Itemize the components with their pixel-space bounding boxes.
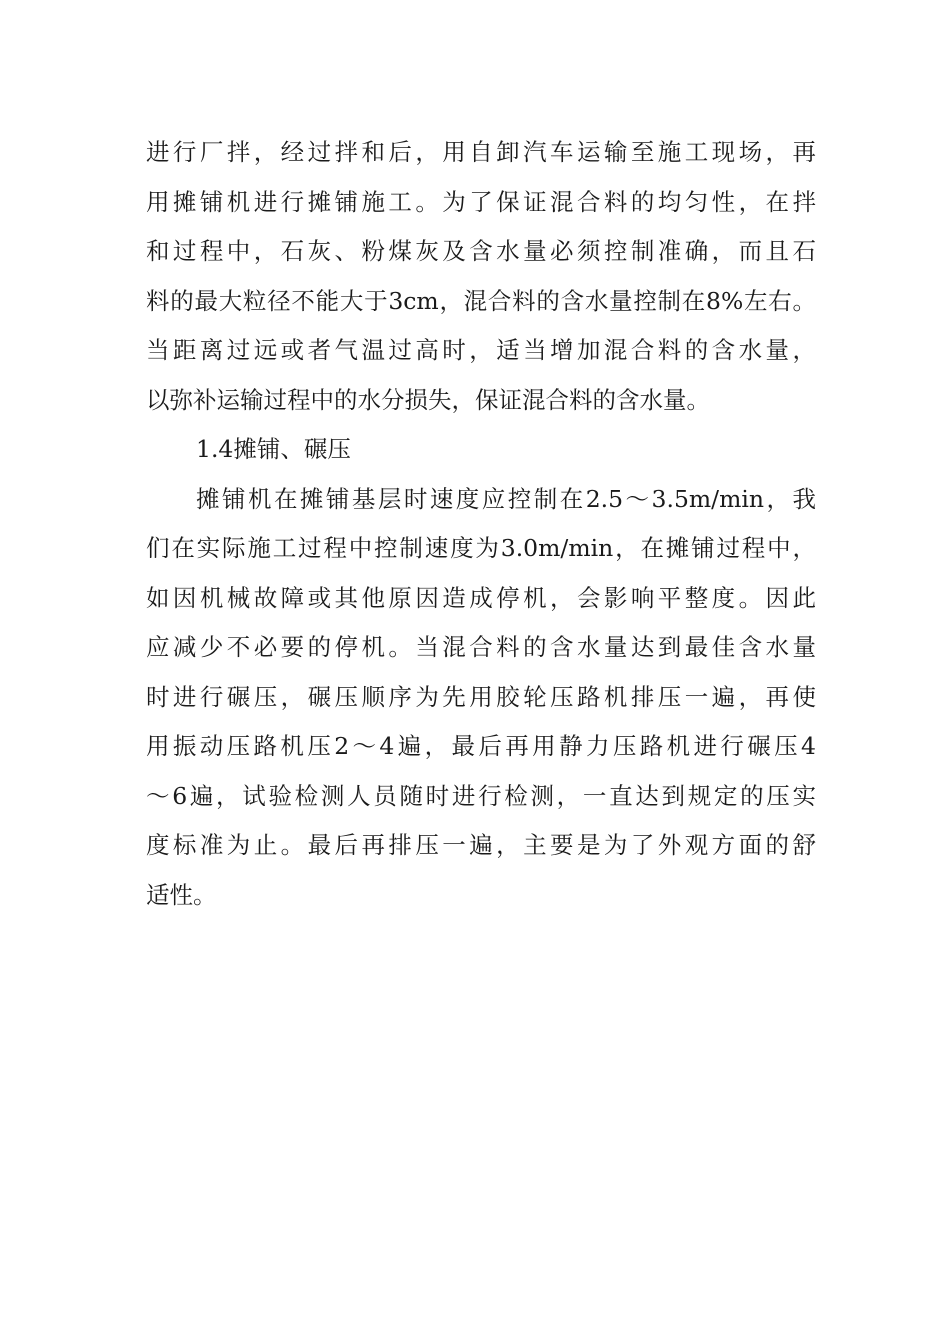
text-line: 摊铺机在摊铺基层时速度应控制在2.5～3.5m/min，我 — [196, 484, 816, 513]
text-line: 当距离过远或者气温过高时，适当增加混合料的含水量， — [146, 336, 816, 364]
text-line: 料的最大粒径不能大于3cm，混合料的含水量控制在8%左右。 — [146, 286, 816, 315]
text-line: 适性。 — [146, 880, 217, 909]
text-line: 应减少不必要的停机。当混合料的含水量达到最佳含水量 — [146, 633, 816, 661]
text-line: ～6遍，试验检测人员随时进行检测，一直达到规定的压实 — [146, 781, 816, 810]
paragraph-continuation — [146, 128, 816, 425]
text-line: 进行厂拌，经过拌和后，用自卸汽车运输至施工现场，再 — [146, 138, 816, 166]
text-line: 度标准为止。最后再排压一遍，主要是为了外观方面的舒 — [146, 831, 816, 859]
text-line: 以弥补运输过程中的水分损失，保证混合料的含水量。 — [146, 385, 710, 414]
document-body — [146, 128, 816, 920]
text-line: 用摊铺机进行摊铺施工。为了保证混合料的均匀性，在拌 — [146, 187, 816, 216]
paragraph-paving-rolling — [146, 475, 816, 921]
text-line: 用振动压路机压2～4遍，最后再用静力压路机进行碾压4 — [146, 732, 816, 760]
text-line: 如因机械故障或其他原因造成停机，会影响平整度。因此 — [146, 583, 816, 612]
text-line: 时进行碾压，碾压顺序为先用胶轮压路机排压一遍，再使 — [146, 682, 816, 711]
section-heading: 1.4摊铺、碾压 — [196, 435, 351, 463]
text-line: 们在实际施工过程中控制速度为3.0m/min，在摊铺过程中， — [146, 534, 816, 562]
text-line: 和过程中，石灰、粉煤灰及含水量必须控制准确，而且石 — [146, 237, 816, 265]
